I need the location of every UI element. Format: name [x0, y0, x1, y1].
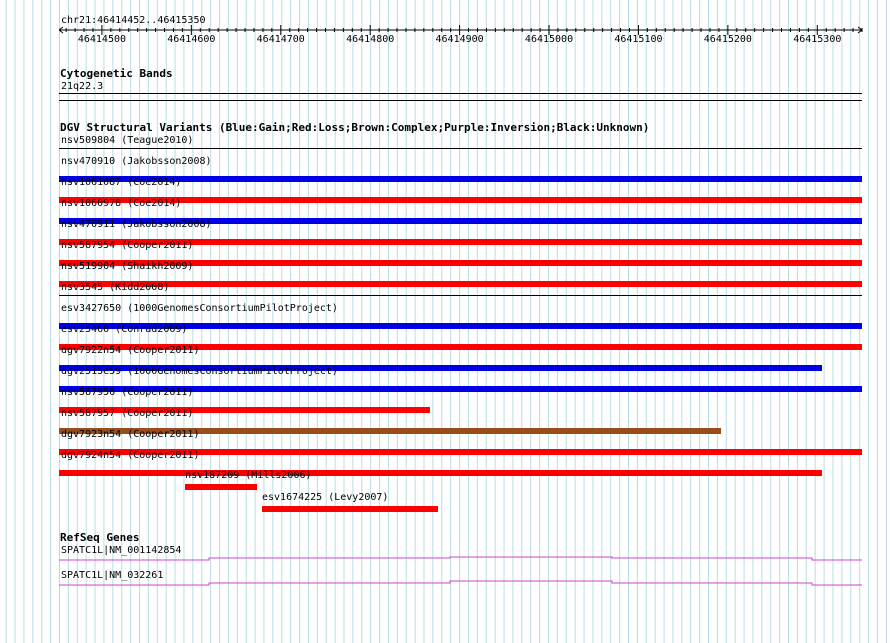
variant-label[interactable]: dgv7922n54 (Cooper2011): [61, 345, 200, 356]
variant-label[interactable]: dgv7923n54 (Cooper2011): [61, 429, 200, 440]
variant-label[interactable]: nsv587956 (Cooper2011): [61, 387, 194, 398]
ruler-tick-label: 46414600: [167, 34, 216, 45]
variant-label[interactable]: esv25460 (Conrad2009): [61, 324, 188, 335]
ruler-tick-label: 46415300: [793, 34, 842, 45]
ruler-tick-label: 46414700: [256, 34, 305, 45]
ruler-tick-label: 46415100: [614, 34, 663, 45]
variant-label[interactable]: nsv3545 (Kidd2008): [61, 282, 170, 293]
variant-label[interactable]: nsv1060978 (Coe2014): [61, 198, 182, 209]
cytoband-track-title: Cytogenetic Bands: [60, 67, 173, 80]
variant-label[interactable]: nsv587954 (Cooper2011): [61, 240, 194, 251]
refseq-gene-label[interactable]: SPATC1L|NM_001142854: [61, 545, 182, 556]
variant-label[interactable]: nsv187209 (Mills2006): [185, 470, 312, 481]
variant-label[interactable]: nsv519904 (Shaikh2009): [61, 261, 194, 272]
variant-label[interactable]: nsv1061087 (Coe2014): [61, 177, 182, 188]
ruler-tick-label: 46414800: [346, 34, 395, 45]
refseq-gene-model[interactable]: [59, 581, 862, 585]
variant-label[interactable]: nsv470910 (Jakobsson2008): [61, 156, 212, 167]
variant-label[interactable]: nsv470911 (Jakobsson2008): [61, 219, 212, 230]
region-label: chr21:46414452..46415350: [61, 15, 206, 26]
variant-label[interactable]: esv3427650 (1000GenomesConsortiumPilotProject): [61, 303, 338, 314]
cytoband-label: 21q22.3: [61, 81, 104, 92]
refseq-gene-label[interactable]: SPATC1L|NM_032261: [61, 570, 164, 581]
variant-label[interactable]: esv1674225 (Levy2007): [261, 492, 389, 503]
refseq-gene-model[interactable]: [59, 557, 862, 560]
ruler-tick-label: 46415000: [524, 34, 574, 45]
variant-label[interactable]: dgv2515e59 (1000GenomesConsortiumPilotProject): [61, 366, 338, 377]
variant-label[interactable]: dgv7924n54 (Cooper2011): [61, 450, 200, 461]
variant-label[interactable]: nsv509804 (Teague2010): [61, 135, 194, 146]
refseq-track-title: RefSeq Genes: [60, 531, 140, 544]
ruler-tick-label: 46414500: [77, 34, 127, 45]
variant-label[interactable]: nsv587957 (Cooper2011): [61, 408, 194, 419]
ruler-tick-label: 46415200: [703, 34, 752, 45]
ruler-tick-label: 46414900: [435, 34, 484, 45]
dgv-track-title: DGV Structural Variants (Blue:Gain;Red:Loss;Brown:Complex;Purple:Inversion;Black:Unknown): [60, 121, 650, 134]
